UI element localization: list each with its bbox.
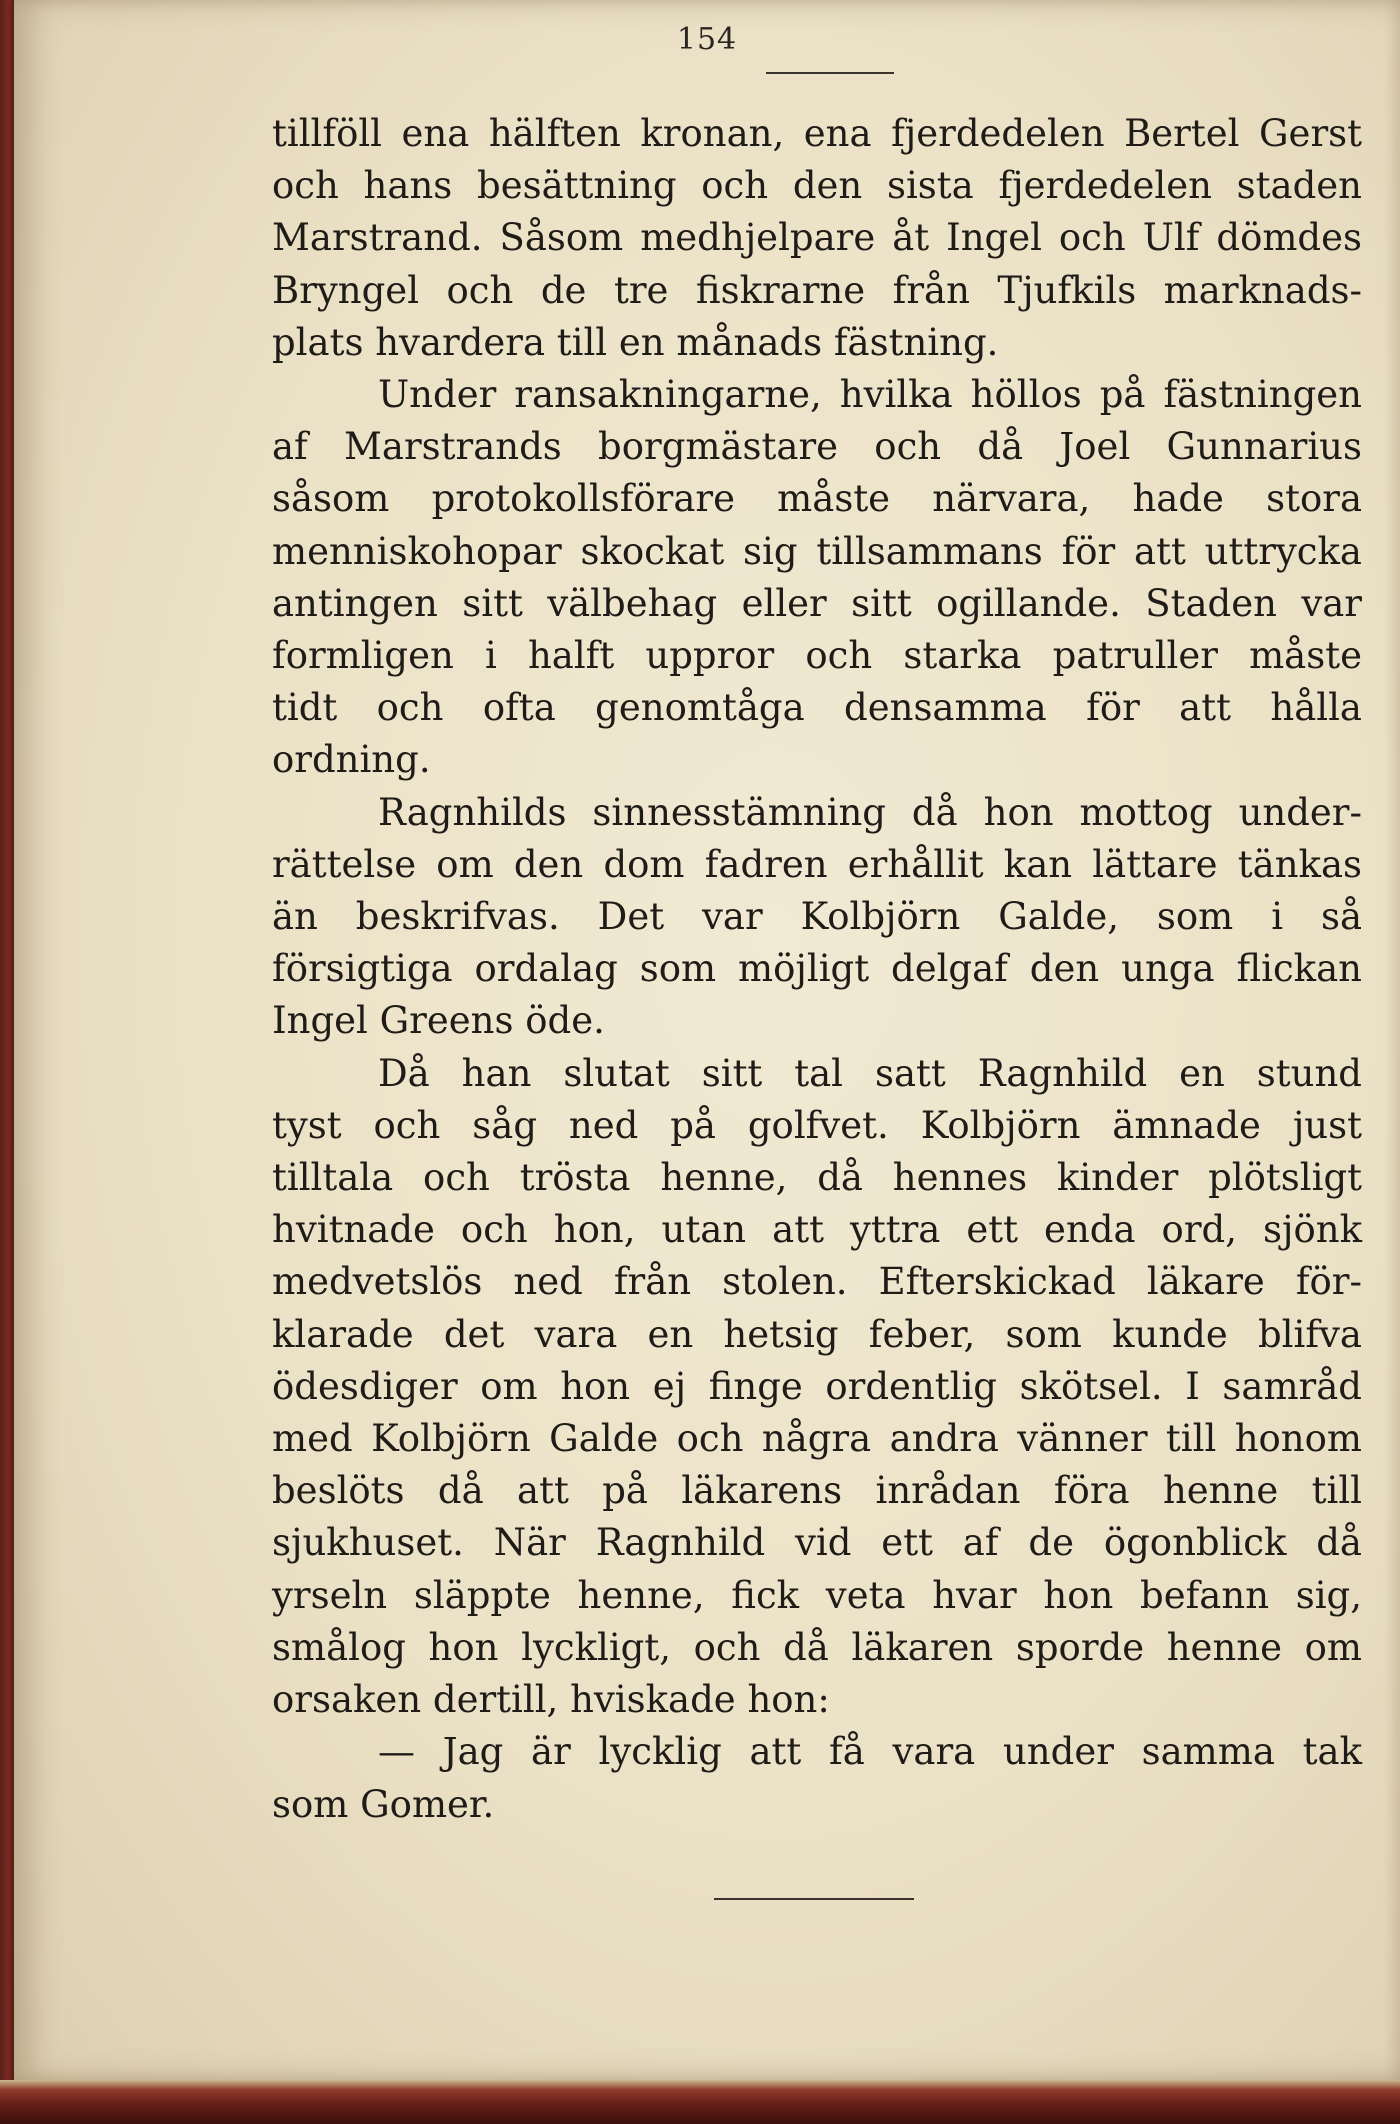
text-line: ödesdiger om hon ej finge ordentlig skötsel. I samråd bbox=[272, 1364, 1362, 1408]
text-line: antingen sitt välbehag eller sitt ogillande. Staden var bbox=[272, 581, 1362, 625]
page-number: 154 bbox=[676, 22, 738, 57]
text-line: smålog hon lyckligt, och då läkaren sporde henne om bbox=[272, 1625, 1362, 1669]
text-line: orsaken dertill, hviskade hon: bbox=[272, 1678, 830, 1722]
text-line: som Gomer. bbox=[272, 1782, 495, 1826]
text-line: formligen i halft uppror och starka patruller måste bbox=[272, 634, 1362, 678]
text-line: Under ransakningarne, hvilka höllos på fästningen bbox=[378, 373, 1362, 417]
text-line: ordning. bbox=[272, 738, 431, 782]
text-line: tidt och ofta genomtåga densamma för att hålla bbox=[272, 686, 1362, 730]
text-line: Ragnhilds sinnesstämning då hon mottog under- bbox=[378, 790, 1362, 834]
text-line: Då han slutat sitt tal satt Ragnhild en stund bbox=[378, 1051, 1362, 1095]
text-line: rättelse om den dom fadren erhållit kan lättare tänkas bbox=[272, 842, 1362, 886]
text-line: hvitnade och hon, utan att yttra ett enda ord, sjönk bbox=[272, 1208, 1362, 1252]
text-line: beslöts då att på läkarens inrådan föra henne till bbox=[272, 1469, 1362, 1513]
text-line: med Kolbjörn Galde och några andra vänner till honom bbox=[272, 1417, 1362, 1461]
paragraph bbox=[272, 787, 1372, 1048]
text-line: och hans besättning och den sista fjerdedelen staden bbox=[272, 164, 1362, 208]
text-line: försigtiga ordalag som möjligt delgaf den unga flickan bbox=[272, 947, 1362, 991]
text-line: — Jag är lycklig att få vara under samma tak bbox=[378, 1730, 1362, 1774]
paragraph bbox=[272, 1726, 1372, 1830]
paragraph bbox=[272, 1048, 1372, 1727]
text-line: tillföll ena hälften kronan, ena fjerdedelen Bertel Gerst bbox=[272, 112, 1362, 155]
body-text bbox=[272, 108, 1372, 1831]
book-bottom-edge bbox=[0, 2080, 1400, 2124]
text-line: yrseln släppte henne, fick veta hvar hon befann sig, bbox=[272, 1573, 1362, 1617]
text-line: Marstrand. Såsom medhjelpare åt Ingel och Ulf dömdes bbox=[272, 216, 1362, 260]
text-line: Bryngel och de tre fiskrarne från Tjufkils marknads- bbox=[272, 268, 1362, 312]
text-line: af Marstrands borgmästare och då Joel Gunnarius bbox=[272, 425, 1362, 469]
text-line: plats hvardera till en månads fästning. bbox=[272, 320, 999, 364]
text-line: tyst och såg ned på golfvet. Kolbjörn ämnade just bbox=[272, 1103, 1362, 1147]
text-line: menniskohopar skockat sig tillsammans för att uttrycka bbox=[272, 529, 1362, 573]
paragraph bbox=[272, 108, 1372, 369]
book-page bbox=[14, 0, 1400, 2080]
text-line: klarade det vara en hetsig feber, som kunde blifva bbox=[272, 1312, 1362, 1356]
footer-rule bbox=[714, 1898, 914, 1900]
text-line: än beskrifvas. Det var Kolbjörn Galde, som i så bbox=[272, 895, 1362, 939]
text-line: sjukhuset. När Ragnhild vid ett af de ögonblick då bbox=[272, 1521, 1362, 1565]
text-line: medvetslös ned från stolen. Efterskickad läkare för- bbox=[272, 1260, 1362, 1304]
text-line: tilltala och trösta henne, då hennes kinder plötsligt bbox=[272, 1156, 1362, 1200]
paragraph bbox=[272, 369, 1372, 787]
text-line: Ingel Greens öde. bbox=[272, 999, 605, 1043]
text-line: såsom protokollsförare måste närvara, hade stora bbox=[272, 477, 1362, 521]
header-rule bbox=[766, 72, 894, 74]
